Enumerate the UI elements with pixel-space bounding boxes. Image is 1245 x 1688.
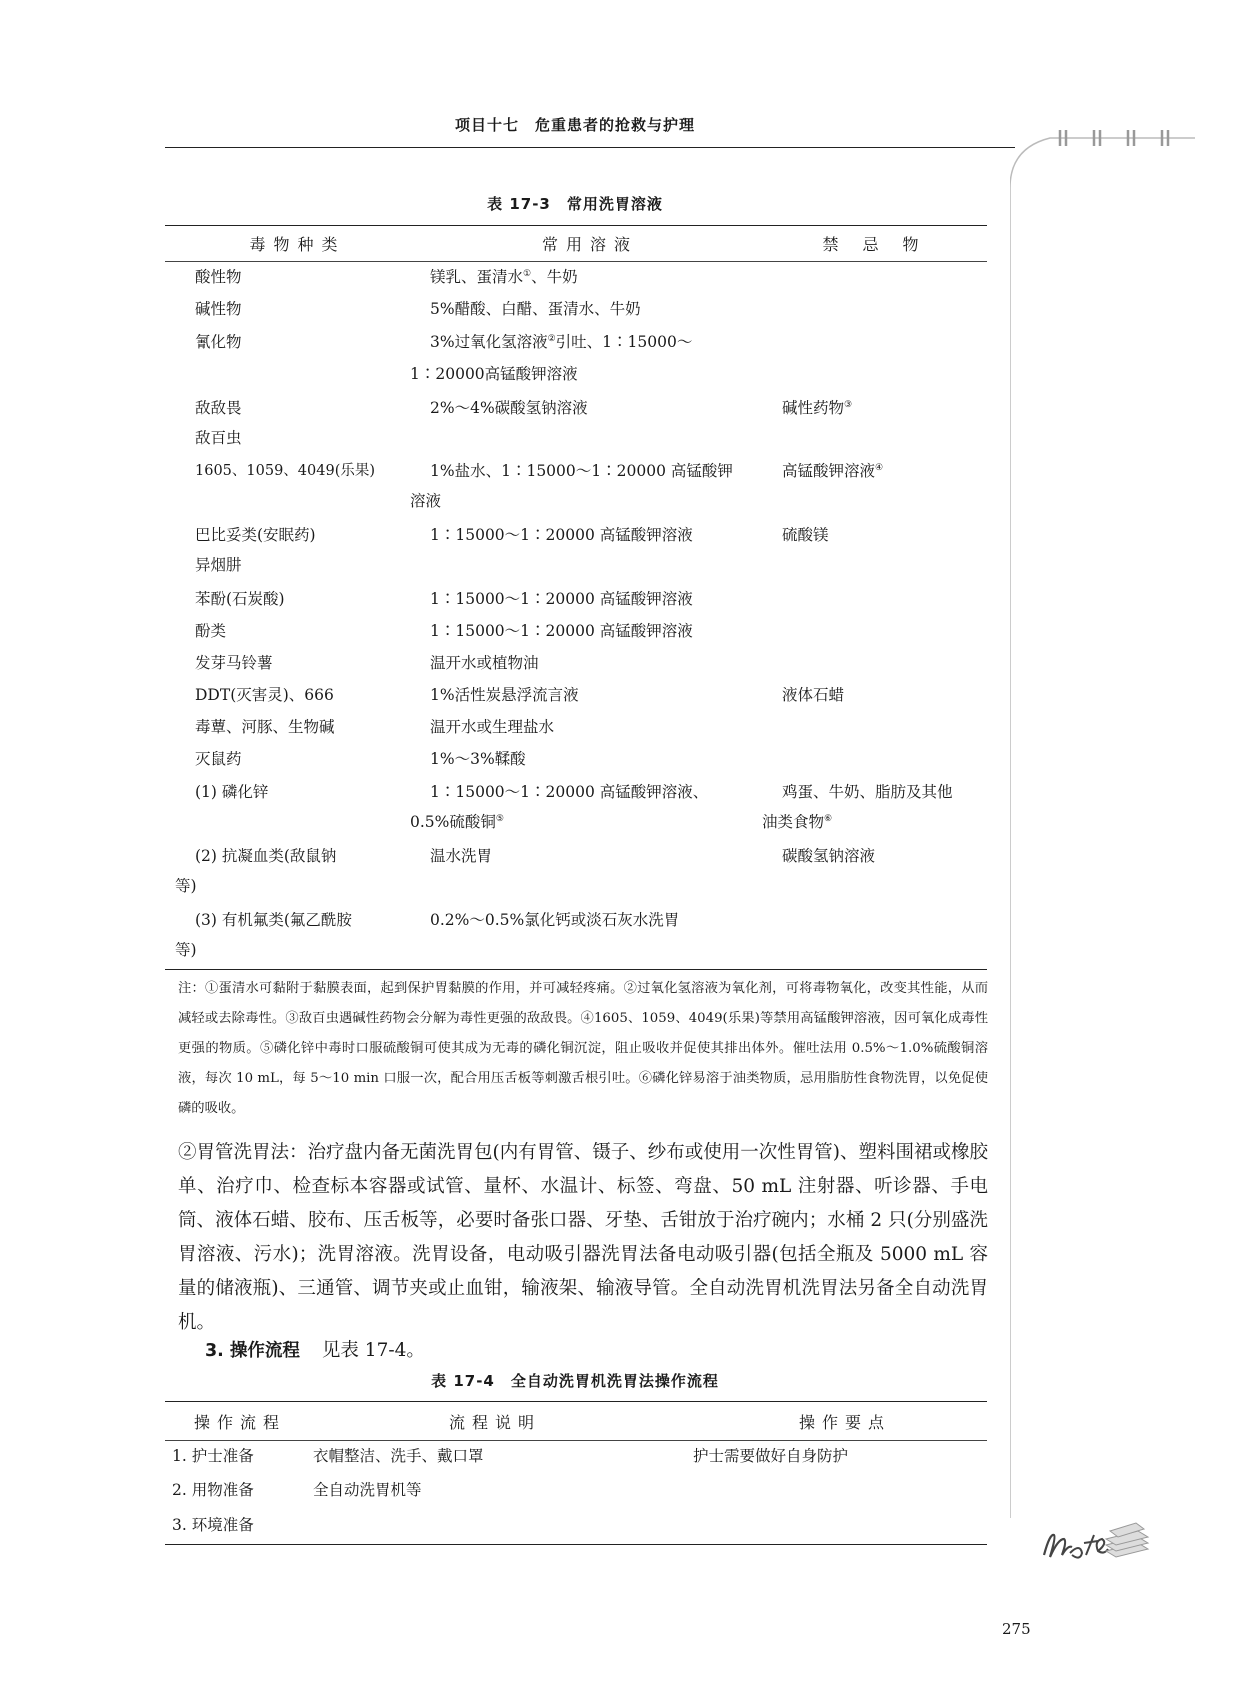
- table-cell-key: 护士需要做好自身防护: [693, 1447, 849, 1465]
- table-cell-solution: 1%盐水、1∶15000～1∶20000 高锰酸钾: [430, 462, 733, 480]
- table-cell-solution-line2: 溶液: [410, 492, 442, 510]
- table-17-3-footnote: 注：①蛋清水可黏附于黏膜表面，起到保护胃黏膜的作用，并可减轻疼痛。②过氧化氢溶液为氧化剂，可将毒物氧化，改变其性能，从而减轻或去除毒性。③敌百虫遇碱性药物会分解为毒性更强的敌敌畏。④1605、1059、4049(乐果)等禁用高锰酸钾溶液，因可氧化成毒性更强的物质。⑤磷化锌中毒时口服硫酸铜可使其成为无毒的磷化铜沉淀，阻止吸收并促使其排出体外。催吐法用 0.5%～1.0%硫酸铜溶液，每次 10 mL，每 5～10 min 口服一次，配合用压舌板等刺激舌根引吐。⑥磷化锌易溶于油类物质，忌用脂肪性食物洗胃，以免促使磷的吸收。: [178, 981, 988, 1116]
- footnote-ref: ②: [547, 333, 556, 344]
- table-17-3-header-forbidden: 禁 忌 物: [822, 235, 923, 254]
- step-text: 见表 17-4。: [321, 1340, 425, 1361]
- table-cell-solution: [430, 327, 692, 357]
- table-17-3-top-rule: [165, 225, 987, 226]
- step-label: 3. 操作流程: [205, 1341, 300, 1361]
- table-17-3-header-poison: 毒物种类: [249, 235, 346, 254]
- table-cell-forbidden-line2: [762, 807, 832, 837]
- footnote-ref: ③: [844, 399, 853, 410]
- table-row: DDT(灭害灵)、666: [195, 686, 334, 704]
- table-17-4-top-rule: [165, 1401, 987, 1402]
- body-paragraph: ②胃管洗胃法：治疗盘内备无菌洗胃包(内有胃管、镊子、纱布或使用一次性胃管)、塑料围裙或橡胶单、治疗巾、检查标本容器或试管、量杯、水温计、标签、弯盘、50 mL 注射器、听诊器、手电筒、液体石蜡、胶布、压舌板等，必要时备张口器、牙垫、舌钳放于治疗碗内；水桶 2 只(分别盛洗胃溶液、污水)；洗胃溶液。洗胃设备，电动吸引器洗胃法备电动吸引器(包括全瓶及 5000 mL 容量的储液瓶)、三通管、调节夹或止血钳，输液架、输液导管。全自动洗胃机洗胃法另备全自动洗胃机。: [178, 1142, 988, 1333]
- table-cell-solution: 5%醋酸、白醋、蛋清水、牛奶: [430, 300, 641, 318]
- table-row: 酸性物: [195, 268, 242, 286]
- table-cell-forbidden: 硫酸镁: [782, 526, 829, 544]
- table-cell-solution: 0.2%～0.5%氯化钙或淡石灰水洗胃: [430, 911, 680, 929]
- table-cell-poison-line2: 敌百虫: [195, 429, 242, 447]
- note-logo-icon: [1040, 1515, 1150, 1570]
- solution-tail: 、牛奶: [531, 268, 578, 286]
- table-row: 1. 护士准备: [172, 1447, 254, 1465]
- table-cell-solution: 1∶15000～1∶20000 高锰酸钾溶液、: [430, 783, 709, 801]
- table-cell-solution: 温开水或生理盐水: [430, 718, 555, 736]
- table-cell-poison-line2: 等): [175, 877, 197, 895]
- table-cell-solution: [430, 262, 578, 292]
- table-cell-desc: 全自动洗胃机等: [313, 1481, 422, 1499]
- header-rule: [165, 147, 1015, 148]
- solution-tail: 引吐、1∶15000～: [555, 333, 693, 351]
- table-row: 发芽马铃薯: [195, 654, 273, 672]
- solution-text: 镁乳、蛋清水: [430, 268, 524, 286]
- table-cell-forbidden: [782, 456, 883, 486]
- table-row: 灭鼠药: [195, 750, 242, 768]
- table-cell-solution: 2%～4%碳酸氢钠溶液: [430, 399, 588, 417]
- table-cell-desc: 衣帽整洁、洗手、戴口罩: [313, 1447, 484, 1465]
- table-cell-solution: 1∶15000～1∶20000 高锰酸钾溶液: [430, 622, 693, 640]
- forbidden-text: 碱性药物: [782, 399, 845, 417]
- table-17-3-bottom-rule: [165, 969, 987, 970]
- table-17-4-caption: 表 17-4 全自动洗胃机洗胃法操作流程: [431, 1372, 719, 1390]
- table-cell-forbidden: 鸡蛋、牛奶、脂肪及其他: [782, 783, 953, 801]
- table-row: 2. 用物准备: [172, 1481, 254, 1499]
- table-cell-solution: 1∶15000～1∶20000 高锰酸钾溶液: [430, 526, 693, 544]
- footnote-ref: ①: [523, 268, 532, 279]
- footnote-ref: ⑤: [495, 813, 504, 824]
- table-17-3-header-solution: 常用溶液: [541, 235, 638, 254]
- table-17-4-header-key: 操作要点: [798, 1413, 891, 1432]
- table-cell-solution-line2: [410, 807, 504, 837]
- running-head: 项目十七 危重患者的抢救与护理: [454, 116, 695, 134]
- table-cell-solution: 温水洗胃: [430, 847, 493, 865]
- step-heading: [205, 1334, 425, 1368]
- table-row: (1) 磷化锌: [195, 783, 269, 801]
- footnote-ref: ④: [875, 462, 884, 473]
- table-cell-solution: 1∶15000～1∶20000 高锰酸钾溶液: [430, 590, 693, 608]
- solution-text: 0.5%硫酸铜: [410, 813, 496, 831]
- table-17-3-caption: 表 17-3 常用洗胃溶液: [487, 195, 663, 213]
- table-row: 巴比妥类(安眠药): [195, 526, 316, 544]
- page-number: 275: [1002, 1620, 1031, 1638]
- table-row: 苯酚(石炭酸): [195, 590, 285, 608]
- solution-text: 3%过氧化氢溶液: [430, 333, 548, 351]
- table-cell-solution: 温开水或植物油: [430, 654, 539, 672]
- table-cell-poison-line2: 等): [175, 941, 197, 959]
- table-cell-forbidden: 碳酸氢钠溶液: [782, 847, 876, 865]
- table-row: (3) 有机氟类(氟乙酰胺: [195, 911, 352, 929]
- table-cell-solution: 1%～3%鞣酸: [430, 750, 526, 768]
- table-17-4-header-desc: 流程说明: [448, 1413, 541, 1432]
- table-cell-forbidden: 液体石蜡: [782, 686, 845, 704]
- forbidden-text: 油类食物: [762, 813, 825, 831]
- table-row: 毒蕈、河豚、生物碱: [195, 718, 335, 736]
- table-row: 1605、1059、4049(乐果): [195, 463, 376, 479]
- table-cell-poison-line2: 异烟肼: [195, 556, 242, 574]
- table-cell-forbidden: [782, 393, 852, 423]
- footnote-ref: ⑥: [824, 813, 833, 824]
- table-row: 氰化物: [195, 333, 242, 351]
- table-row: 3. 环境准备: [172, 1516, 254, 1534]
- table-row: 碱性物: [195, 300, 242, 318]
- table-17-4-header-step: 操作流程: [193, 1413, 286, 1432]
- table-cell-solution: 1%活性炭悬浮流言液: [430, 686, 579, 704]
- table-row: 酚类: [195, 622, 227, 640]
- table-cell-solution-line2: 1∶20000高锰酸钾溶液: [410, 365, 578, 383]
- table-17-4-header-rule: [165, 1440, 987, 1441]
- table-17-4-bottom-rule: [165, 1544, 987, 1545]
- margin-decoration-icon: [1010, 128, 1195, 1518]
- forbidden-text: 高锰酸钾溶液: [782, 462, 876, 480]
- table-row: (2) 抗凝血类(敌鼠钠: [195, 847, 337, 865]
- table-row: 敌敌畏: [195, 399, 242, 417]
